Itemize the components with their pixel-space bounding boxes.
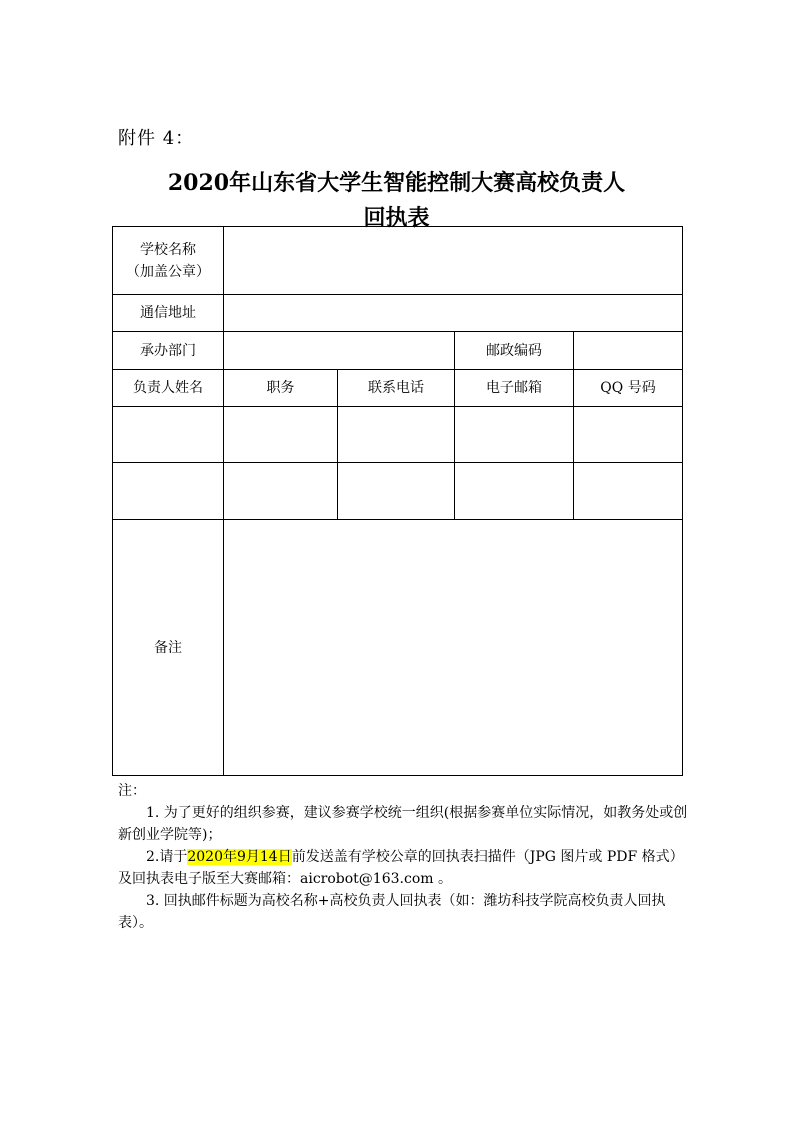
column-header-phone: 联系电话 [338,370,455,407]
postcode-field[interactable] [574,332,683,370]
email-cell[interactable] [455,407,574,463]
page-title: 2020年山东省大学生智能控制大赛高校负责人 [167,170,626,196]
table-row [113,332,683,370]
note-item-2-suffix: 前发送盖有学校公章的回执表扫描件（JPG 图片或 PDF 格式）及回执表电子版至大赛邮箱：aicrobot@163.com 。 [118,849,684,887]
postcode-label: 邮政编码 [455,332,574,370]
note-item-1: 1. 为了更好的组织参赛，建议参赛学校统一组织(根据参赛单位实际情况，如教务处或创新创业学院等)； [118,805,688,843]
name-cell[interactable] [113,463,224,520]
department-field[interactable] [224,332,455,370]
table-row [113,463,683,520]
receipt-form-table [112,226,683,776]
column-header-name: 负责人姓名 [113,370,224,407]
department-label: 承办部门 [113,332,224,370]
table-row [113,520,683,776]
note-item-2-prefix: 2.请于 [146,849,188,865]
note-item-3: 3. 回执邮件标题为高校名称+高校负责人回执表（如：潍坊科技学院高校负责人回执表）。 [118,893,666,931]
position-cell[interactable] [224,407,338,463]
deadline-highlight: 2020年9月14日 [187,849,292,865]
position-cell[interactable] [224,463,338,520]
phone-cell[interactable] [338,407,455,463]
table-header-row [113,370,683,407]
table-row [113,295,683,332]
email-cell[interactable] [455,463,574,520]
attachment-label: 附件 4： [118,128,195,149]
notes-heading: 注： [118,783,146,799]
school-name-label-line1: 学校名称 [140,241,196,258]
school-name-field[interactable] [224,227,683,295]
qq-cell[interactable] [574,463,683,520]
notes-section [118,780,688,934]
table-row [113,407,683,463]
name-cell[interactable] [113,407,224,463]
column-header-qq: QQ 号码 [574,370,683,407]
school-name-label [113,227,224,295]
page-subtitle: 回执表 [363,205,430,231]
school-name-label-line2: （加盖公章） [126,263,210,280]
note-item-2 [118,846,688,890]
qq-cell[interactable] [574,407,683,463]
address-label: 通信地址 [113,295,224,332]
column-header-email: 电子邮箱 [455,370,574,407]
column-header-position: 职务 [224,370,338,407]
phone-cell[interactable] [338,463,455,520]
remarks-field[interactable] [224,520,683,776]
address-field[interactable] [224,295,683,332]
remarks-label: 备注 [113,520,224,776]
table-row [113,227,683,295]
